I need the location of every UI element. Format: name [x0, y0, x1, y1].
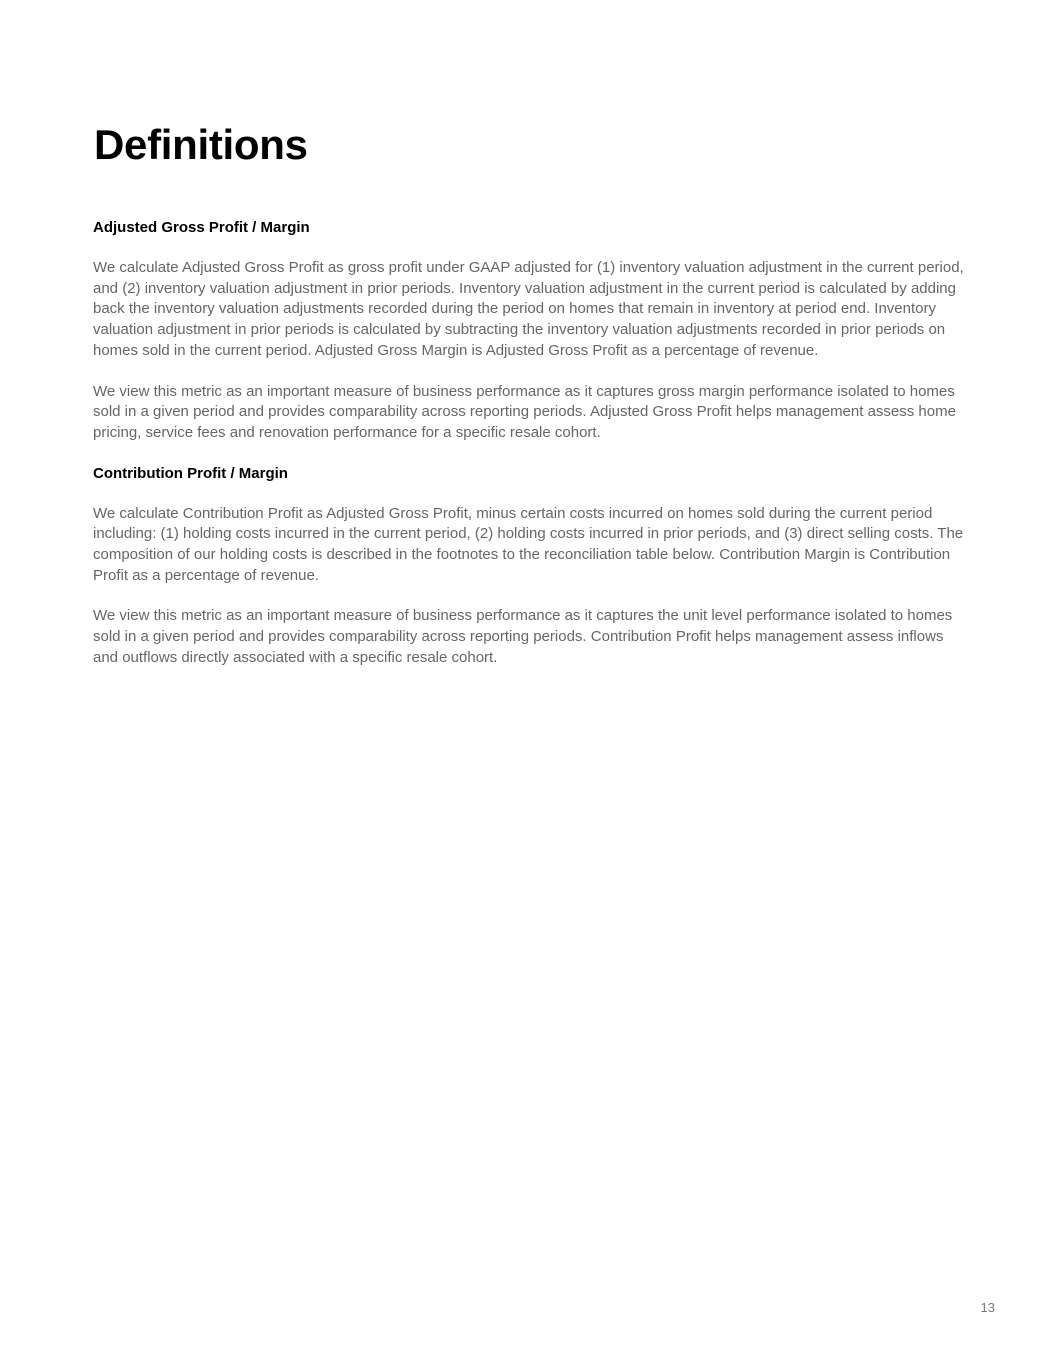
- definition-section-adjusted-gross-profit: [93, 217, 965, 444]
- section-heading: Contribution Profit / Margin: [93, 464, 288, 482]
- definition-paragraph: We view this metric as an important measure of business performance as it captures gross margin performance isolated to homes sold in a given period and provides comparability across reporting periods. Adjusted Gross Profit helps management assess home pricing, service fees and renovation performance for a specific resale cohort.: [93, 382, 956, 441]
- definition-paragraph: We view this metric as an important measure of business performance as it captures the unit level performance isolated to homes sold in a given period and provides comparability across reporting periods. Contribution Profit helps management assess inflows and outflows directly associated with a specific resale cohort.: [93, 607, 953, 666]
- section-heading: Adjusted Gross Profit / Margin: [93, 219, 310, 236]
- page-number: 13: [980, 1300, 995, 1315]
- definition-paragraph: We calculate Contribution Profit as Adjusted Gross Profit, minus certain costs incurred on homes sold during the current period including: (1) holding costs incurred in the current period, (2) holding costs incurred in prior periods, and (3) direct selling costs. The composition of our holding costs is described in the footnotes to the reconciliation table below. Contribution Margin is Contribution Profit as a percentage of revenue.: [93, 504, 964, 584]
- definition-section-contribution-profit: [93, 463, 965, 669]
- definition-paragraph: We calculate Adjusted Gross Profit as gross profit under GAAP adjusted for (1) inventory valuation adjustment in the current period, and (2) inventory valuation adjustment in prior periods. Inventory valuation adjustment in the current period is calculated by adding back the inventory valuation adjustments recorded during the period on homes that remain in inventory at period end. Inventory valuation adjustment in prior periods is calculated by subtracting the inventory valuation adjustments recorded in prior periods on homes sold in the current period. Adjusted Gross Margin is Adjusted Gross Profit as a percentage of revenue.: [93, 259, 964, 359]
- definitions-content: [93, 217, 965, 669]
- page-title: Definitions: [94, 121, 308, 168]
